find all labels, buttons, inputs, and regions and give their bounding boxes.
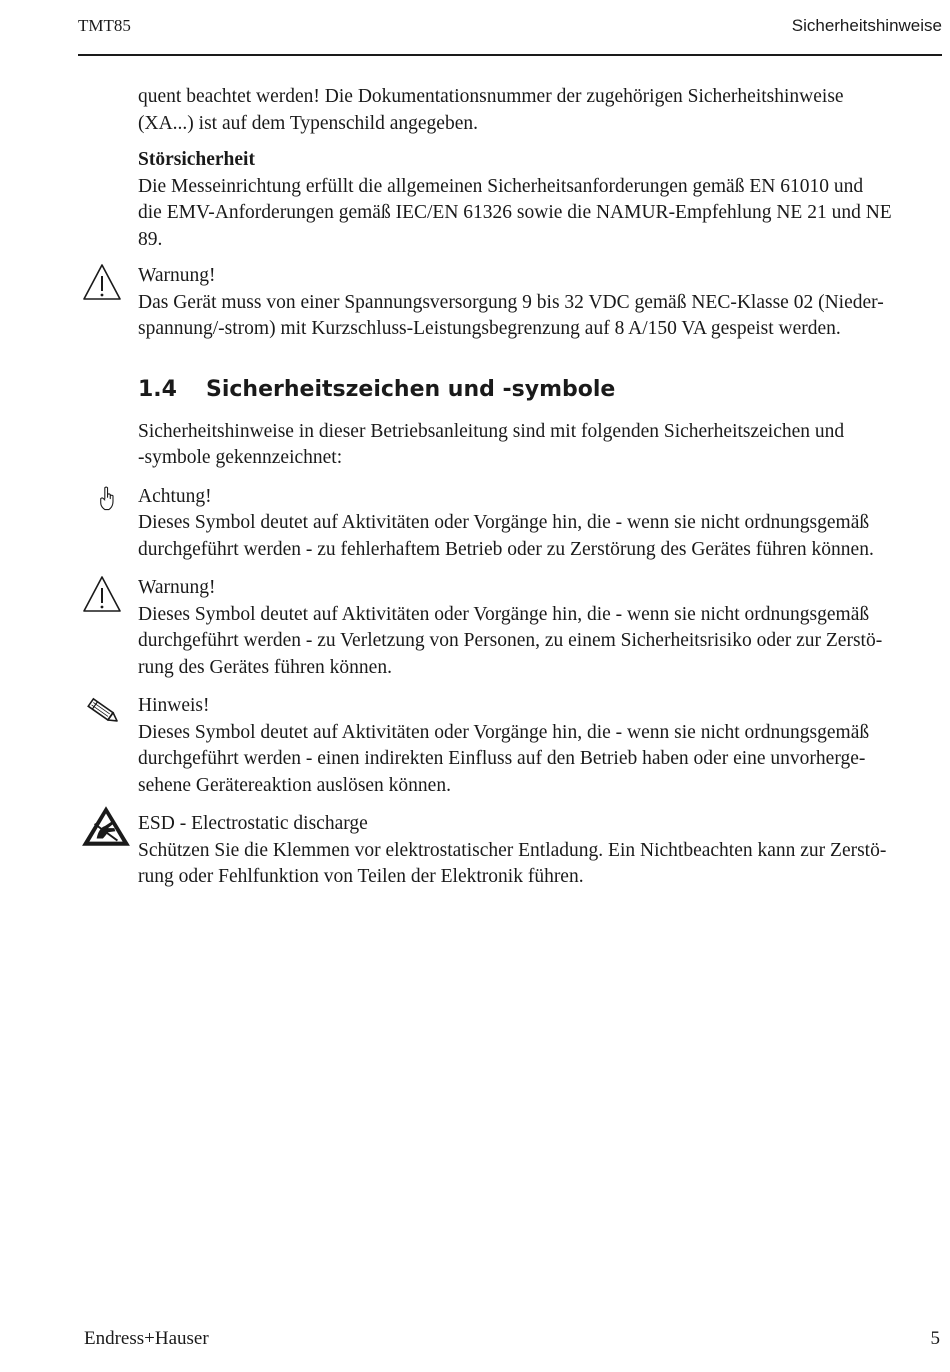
footer-brand: Endress+Hauser [84,1328,209,1349]
text-line: quent beachtet werden! Die Dokumentationsnummer der zugehörigen Sicherheitshinweise [138,86,844,107]
text-line: Die Messeinrichtung erfüllt die allgemeinen Sicherheitsanforderungen gemäß EN 61010 und [138,175,864,197]
warning-title: Warnung! [138,265,216,286]
esd-title: ESD - Electrostatic discharge [138,813,368,834]
achtung-block [138,484,938,564]
section-title: Sicherheitszeichen und -symbole [206,376,616,402]
section-heading [138,375,938,405]
stoersicherheit-heading: Störsicherheit [138,149,255,170]
text-line: rung des Gerätes führen können. [138,656,392,678]
warning-triangle-icon [80,261,124,305]
esd-warning-icon [80,803,132,849]
hinweis-title: Hinweis! [138,695,210,716]
text-line: rung oder Fehlfunktion von Teilen der Elektronik führen. [138,866,584,887]
text-line: Dieses Symbol deutet auf Aktivitäten oder Vorgänge hin, die - wenn sie nicht ordnungsgemäß [138,721,870,743]
text-line: Dieses Symbol deutet auf Aktivitäten oder Vorgänge hin, die - wenn sie nicht ordnungsgemäß [138,603,870,625]
text-line: -symbole gekennzeichnet: [138,447,343,468]
text-line: 89. [138,228,163,250]
text-line: Dieses Symbol deutet auf Aktivitäten oder Vorgänge hin, die - wenn sie nicht ordnungsgemäß [138,512,870,533]
page-content [138,84,938,891]
page-number: 5 [930,1328,940,1349]
text-line: durchgeführt werden - zu Verletzung von Personen, zu einem Sicherheitsrisiko oder zur Zerstö- [138,630,883,651]
text-line: Schützen Sie die Klemmen vor elektrostatischer Entladung. Ein Nichtbeachten kann zur Zerstö- [138,839,887,861]
section-intro [138,419,938,472]
header-chapter: Sicherheitshinweise [791,16,942,35]
hinweis-block [138,693,938,799]
text-line: die EMV-Anforderungen gemäß IEC/EN 61326 sowie die NAMUR-Empfehlung NE 21 und NE [138,202,892,223]
section-number: 1.4 [138,376,177,402]
achtung-title: Achtung! [138,485,212,507]
page-header [78,16,942,56]
text-line: sehene Gerätereaktion auslösen können. [138,774,451,796]
warning-block-personal [138,575,938,681]
text-line: durchgeführt werden - einen indirekten Einfluss auf den Betrieb haben oder eine unvorherge- [138,748,866,769]
text-line: Das Gerät muss von einer Spannungsversorgung 9 bis 32 VDC gemäß NEC-Klasse 02 (Nieder- [138,291,884,313]
text-line: Sicherheitshinweise in dieser Betriebsanleitung sind mit folgenden Sicherheitszeichen und [138,420,845,442]
warning-triangle-icon [80,573,124,617]
warning-title: Warnung! [138,577,216,598]
intro-paragraph [138,84,938,137]
stoersicherheit-block [138,147,938,253]
header-product: TMT85 [78,16,131,35]
text-line: (XA...) ist auf dem Typenschild angegeben. [138,112,478,134]
pointing-hand-icon [98,480,128,520]
warning-block-power [138,263,938,343]
pencil-note-icon [80,689,124,733]
esd-block [138,811,938,891]
text-line: spannung/-strom) mit Kurzschluss-Leistungsbegrenzung auf 8 A/150 VA gespeist werden. [138,318,841,339]
text-line: durchgeführt werden - zu fehlerhaftem Betrieb oder zu Zerstörung des Gerätes führen können. [138,538,874,560]
